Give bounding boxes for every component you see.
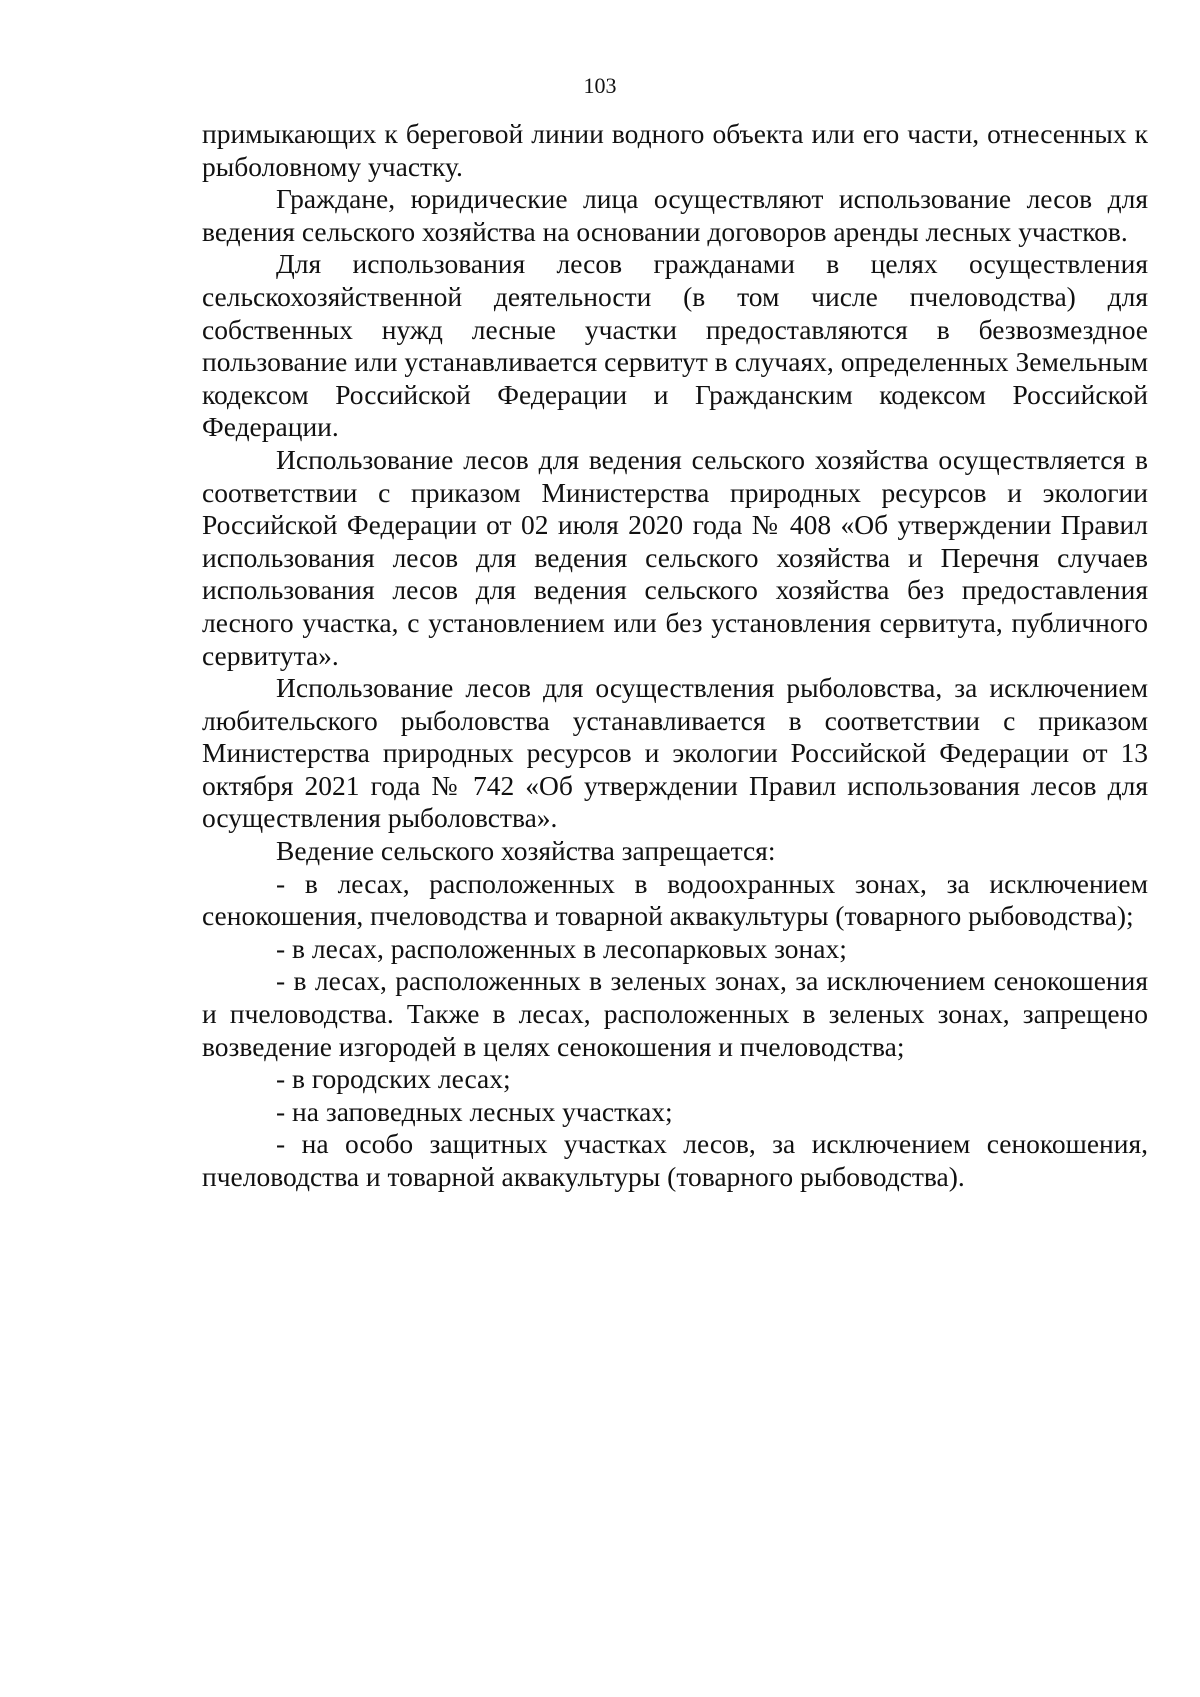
- list-item: - в лесах, расположенных в зеленых зонах, за исключением сенокошения и пчеловодства. Также в лесах, расположенных в зеленых зонах, запрещено возведение изгородей в целях сенокошения и пчеловодства;: [202, 965, 1148, 1062]
- paragraph: Граждане, юридические лица осуществляют использование лесов для ведения сельского хозяйства на основании договоров аренды лесных участков.: [202, 183, 1148, 247]
- page-number: 103: [583, 73, 617, 98]
- paragraph: Для использования лесов гражданами в целях осуществления сельскохозяйственной деятельности (в том числе пчеловодства) для собственных нужд лесные участки предоставляются в безвозмездное пользование или устанавливается сервитут в случаях, определенных Земельным кодексом Российской Федерации и Гражданским кодексом Российской Федерации.: [202, 248, 1148, 443]
- body-text: [202, 118, 1148, 1194]
- paragraph: Использование лесов для ведения сельского хозяйства осуществляется в соответствии с приказом Министерства природных ресурсов и экологии Российской Федерации от 02 июля 2020 года № 408 «Об утверждении Правил использования лесов для ведения сельского хозяйства и Перечня случаев использования лесов для ведения сельского хозяйства без предоставления лесного участка, с установлением или без установления сервитута, публичного сервитута».: [202, 443, 1148, 671]
- list-item: - в лесах, расположенных в водоохранных зонах, за исключением сенокошения, пчеловодства и товарной аквакультуры (товарного рыбоводства);: [202, 867, 1148, 932]
- paragraph: примыкающих к береговой линии водного объекта или его части, отнесенных к рыболовному участку.: [202, 118, 1148, 182]
- paragraph: Ведение сельского хозяйства запрещается:: [276, 835, 776, 867]
- list-item: - на особо защитных участках лесов, за исключением сенокошения, пчеловодства и товарной аквакультуры (товарного рыбоводства).: [202, 1128, 1148, 1192]
- list-item: - на заповедных лесных участках;: [276, 1095, 673, 1127]
- paragraph: Использование лесов для осуществления рыболовства, за исключением любительского рыболовства устанавливается в соответствии с приказом Министерства природных ресурсов и экологии Российской Федерации от 13 октября 2021 года № 742 «Об утверждении Правил использования лесов для осуществления рыболовства».: [202, 672, 1148, 834]
- list-item: - в лесах, расположенных в лесопарковых зонах;: [276, 932, 847, 964]
- list-item: - в городских лесах;: [276, 1063, 511, 1095]
